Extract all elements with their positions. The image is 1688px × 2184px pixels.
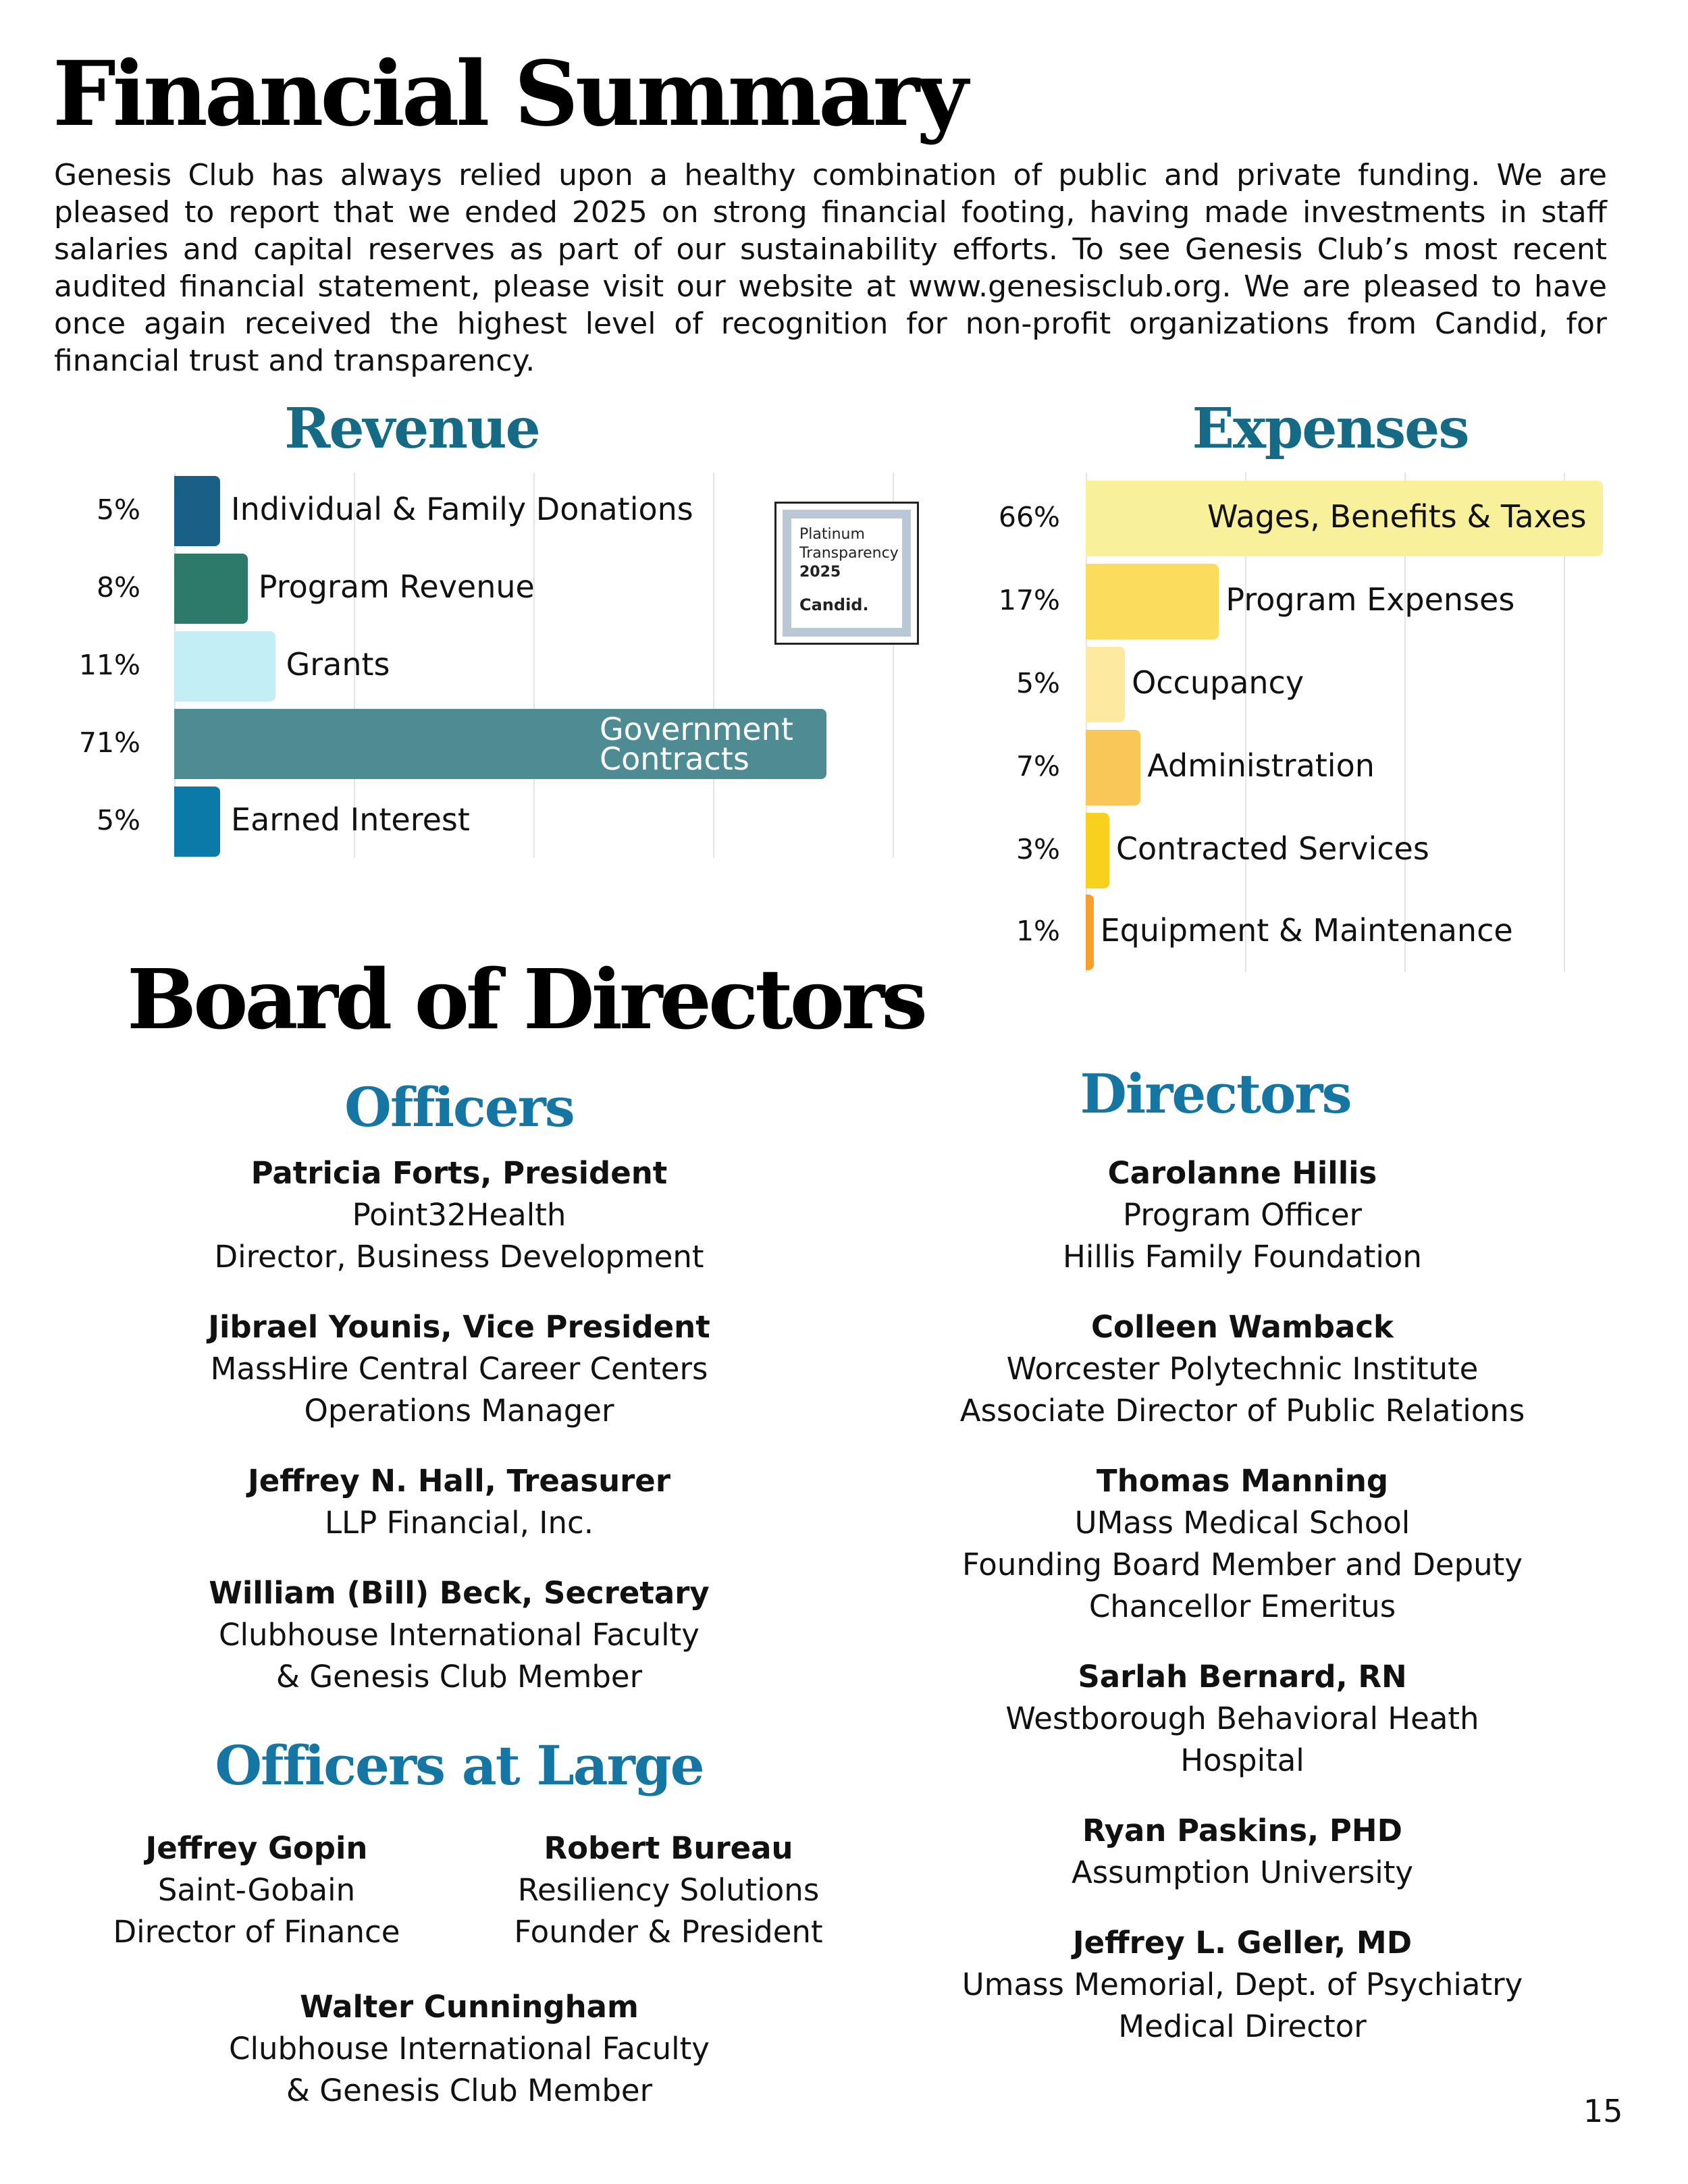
member-detail: Founding Board Member and Deputy xyxy=(962,1547,1523,1582)
bar-value-label: 5% xyxy=(96,494,140,526)
board-member xyxy=(155,1460,763,1544)
directors-heading: Directors xyxy=(1080,1062,1351,1125)
member-name: Patricia Forts, President xyxy=(250,1155,668,1191)
badge-line-transparency: Transparency xyxy=(799,545,899,562)
bar-administration xyxy=(1086,730,1140,805)
bar-individual-family-donations xyxy=(174,476,220,546)
member-detail: Umass Memorial, Dept. of Psychiatry xyxy=(961,1967,1523,2002)
officers-heading: Officers xyxy=(344,1075,574,1139)
member-name: Thomas Manning xyxy=(1096,1463,1389,1499)
directors-list xyxy=(912,1152,1573,2076)
bar-occupancy xyxy=(1086,647,1125,722)
bar-value-label: 71% xyxy=(78,726,140,759)
bar-grants xyxy=(174,631,275,701)
gridline xyxy=(713,473,714,857)
bar-category-label: Equipment & Maintenance xyxy=(1100,912,1513,949)
bar-category-label: Wages, Benefits & Taxes xyxy=(1207,498,1587,535)
member-detail: & Genesis Club Member xyxy=(286,2073,653,2108)
bar-earned-interest xyxy=(174,787,220,857)
member-detail: & Genesis Club Member xyxy=(275,1659,643,1695)
member-detail: Westborough Behavioral Heath xyxy=(1005,1701,1479,1736)
member-name: Jeffrey N. Hall, Treasurer xyxy=(247,1463,671,1499)
badge-inner xyxy=(791,518,902,628)
bar-category-label: Government Contracts xyxy=(600,711,793,777)
bar-equipment-maintenance xyxy=(1086,895,1094,970)
member-detail: Director of Finance xyxy=(113,1914,400,1950)
board-member xyxy=(155,1152,763,1278)
member-detail: Operations Manager xyxy=(304,1393,614,1429)
bar-category-label: Contracted Services xyxy=(1115,830,1429,867)
member-detail: Director, Business Development xyxy=(214,1239,704,1275)
officers-at-large-heading: Officers at Large xyxy=(215,1734,704,1797)
board-member xyxy=(473,1828,864,1953)
candid-platinum-badge xyxy=(774,502,919,645)
board-member xyxy=(912,1152,1573,1278)
badge-line-platinum: Platinum xyxy=(799,526,865,543)
expenses-chart xyxy=(945,473,1688,979)
member-detail: Associate Director of Public Relations xyxy=(959,1393,1525,1429)
bar-program-revenue xyxy=(174,554,248,624)
board-member xyxy=(155,1306,763,1432)
member-detail: Founder & President xyxy=(514,1914,823,1950)
member-detail: Program Officer xyxy=(1122,1197,1363,1233)
bar-value-label: 5% xyxy=(96,804,140,836)
board-member xyxy=(912,1810,1573,1894)
bar-contracted-services xyxy=(1086,813,1109,888)
badge-line-year: 2025 xyxy=(799,564,841,581)
member-detail: Clubhouse International Faculty xyxy=(229,2031,710,2067)
bar-category-label: Occupancy xyxy=(1132,664,1304,701)
member-detail: Medical Director xyxy=(1118,2008,1367,2044)
board-member xyxy=(68,1828,446,1953)
bar-category-label: Program Revenue xyxy=(258,568,535,605)
bar-value-label: 7% xyxy=(1016,750,1060,782)
member-name: Carolanne Hillis xyxy=(1107,1155,1377,1191)
board-member xyxy=(155,1986,783,2112)
member-name: William (Bill) Beck, Secretary xyxy=(209,1575,710,1611)
board-member xyxy=(912,1306,1573,1432)
member-name: Sarlah Bernard, RN xyxy=(1078,1659,1407,1695)
member-name: Jeffrey Gopin xyxy=(145,1830,368,1866)
board-member xyxy=(912,1656,1573,1782)
member-detail: Chancellor Emeritus xyxy=(1088,1589,1396,1624)
member-name: Ryan Paskins, PHD xyxy=(1082,1813,1402,1848)
bar-value-label: 66% xyxy=(998,501,1060,533)
member-detail: Hillis Family Foundation xyxy=(1063,1239,1422,1275)
bar-value-label: 11% xyxy=(78,649,140,681)
page-title: Financial Summary xyxy=(53,42,965,147)
bar-category-label: Earned Interest xyxy=(231,801,470,838)
at-large-bottom xyxy=(155,1986,783,2140)
member-detail: Hospital xyxy=(1180,1742,1304,1778)
board-member xyxy=(155,1572,763,1698)
at-large-right xyxy=(473,1828,864,1981)
page-number: 15 xyxy=(1583,2093,1623,2129)
bar-value-label: 8% xyxy=(96,571,140,604)
officers-list xyxy=(155,1152,763,1726)
bar-value-label: 17% xyxy=(998,584,1060,616)
member-detail: UMass Medical School xyxy=(1074,1505,1410,1541)
member-detail: Saint-Gobain xyxy=(157,1872,356,1908)
member-name: Colleen Wamback xyxy=(1090,1309,1394,1345)
bar-category-label: Program Expenses xyxy=(1225,581,1515,618)
board-title: Board of Directors xyxy=(127,951,924,1048)
member-name: Jeffrey L. Geller, MD xyxy=(1072,1925,1413,1961)
member-detail: Worcester Polytechnic Institute xyxy=(1006,1351,1479,1387)
at-large-left xyxy=(68,1828,446,1981)
intro-paragraph: Genesis Club has always relied upon a healthy combination of public and private funding. We are pleased to report that we ended 2025 on strong financial footing, having made investments in staff salaries and capital reserves as part of our sustainability efforts. To see Genesis Club’s most recent audited financial statement, please visit our website at www.genesisclub.org. We are pleased to have once again received the highest level of recognition for non-profit organizations from Candid, for financial trust and transparency. xyxy=(54,158,1607,378)
bar-category-label: Grants xyxy=(286,646,390,683)
bar-program-expenses xyxy=(1086,564,1219,639)
board-member xyxy=(912,1922,1573,2048)
member-name: Robert Bureau xyxy=(544,1830,793,1866)
member-detail: LLP Financial, Inc. xyxy=(324,1505,594,1541)
expenses-chart-title: Expenses xyxy=(1192,396,1469,461)
badge-brand: Candid. xyxy=(799,595,869,614)
bar-value-label: 5% xyxy=(1016,667,1060,699)
board-member xyxy=(912,1460,1573,1628)
member-name: Jibrael Younis, Vice President xyxy=(208,1309,710,1345)
member-name: Walter Cunningham xyxy=(300,1989,639,2025)
member-detail: Assumption University xyxy=(1071,1855,1414,1890)
member-detail: Point32Health xyxy=(352,1197,566,1233)
bar-category-label: Individual & Family Donations xyxy=(231,491,693,527)
member-detail: MassHire Central Career Centers xyxy=(210,1351,708,1387)
gridline xyxy=(533,473,535,857)
bar-category-label: Administration xyxy=(1147,747,1375,784)
member-detail: Clubhouse International Faculty xyxy=(219,1617,700,1653)
bar-value-label: 3% xyxy=(1016,833,1060,865)
bar-value-label: 1% xyxy=(1016,915,1060,947)
member-detail: Resiliency Solutions xyxy=(517,1872,820,1908)
revenue-chart-title: Revenue xyxy=(284,396,539,461)
